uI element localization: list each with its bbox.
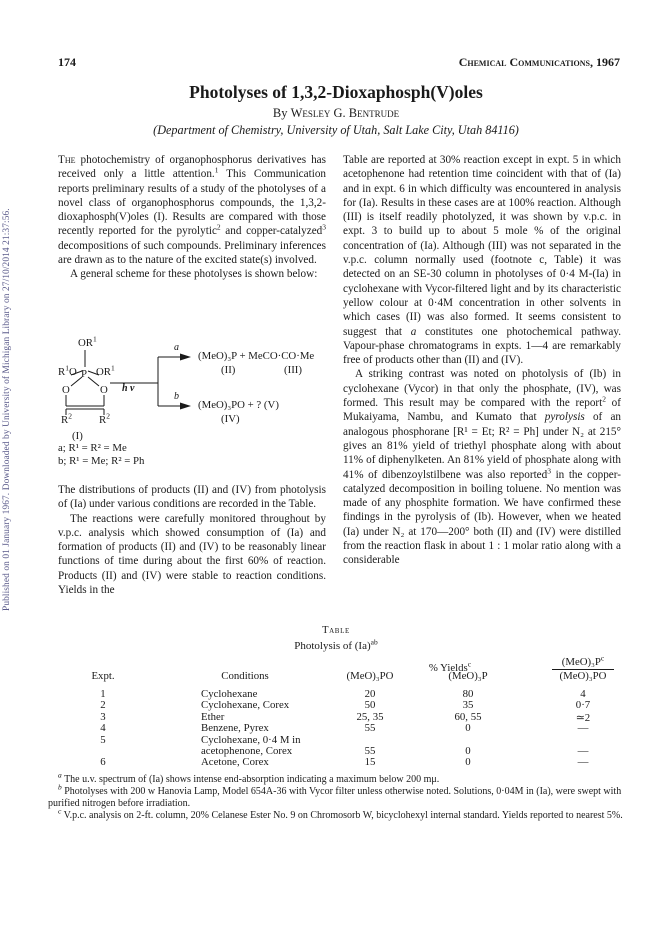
contrast-paragraph: A striking contrast was noted on photolysis of (Ib) in cyclohexane (Vycor) in that only the phosphate, (IV), was formed. This result may be compared with the report$^2$ of Mukaiyama, Nambu, and Kumato that pyrolysis of an analogous phosphorane [R¹ = Et; R² = Ph] under N₂ at 215° gives an 81% yield of triethyl phosphate along with about 11% of diphenylketen. An 81% yield of phosphate along with 41% of dibenzoylstilbene was also reported$^3$ in the copper-catalyzed decomposition in boiling toluene. No mention was made of any phosphite formation. We have confirmed these findings in the pyrolysis of (Ib). However, when we heated (Ia) under N₂ at 170—200° both (II) and (IV) were distilled from the reaction flask in about 1 : 1 molar ratio along with a considerable <box>343 368 621 567</box>
footnote-text: V.p.c. analysis on 2-ft. column, 20% Celanese Ester No. 9 on Chromosorb W, bicyclohexyl internal standard. Yields reported to nearest 5%. <box>61 810 623 821</box>
or1-top-label: $OR^1$ <box>78 334 97 349</box>
cell-meo3po: 15 <box>364 756 376 769</box>
phosphorus-atom: P <box>81 368 88 380</box>
affiliation: (Department of Chemistry, University of Utah, Salt Lake City, Utah 84116) <box>153 123 519 137</box>
running-header <box>58 55 620 69</box>
cell-expt: 5 <box>100 733 106 746</box>
cell-conditions: Ether <box>201 710 225 723</box>
cell-meo3po: 25, 35 <box>356 710 384 723</box>
ring-oxygen-left: O <box>62 384 70 396</box>
intro-text-1: photochemistry of organophosphorus derivatives has received only a little attention. <box>58 154 326 181</box>
left-column-lower <box>58 483 326 597</box>
cell-meo3p: 0 <box>465 722 471 735</box>
cell-ratio: — <box>577 745 589 757</box>
cell-ratio: — <box>577 722 589 735</box>
cell-meo3p: 0 <box>465 756 471 769</box>
cell-meo3p: 35 <box>462 699 474 712</box>
reaction-scheme <box>58 334 328 469</box>
cell-meo3p: 80 <box>462 688 474 700</box>
col-header-conditions: Conditions <box>221 670 269 682</box>
intro-text-4: decompositions of such compounds. Preliminary inferences are drawn as to the nature of the excited state(s) involved. <box>58 239 326 267</box>
distribution-paragraph: The distributions of products (II) and (IV) from photolysis of (Ia) under various conditions are recorded in the Table. <box>58 484 326 511</box>
cell-meo3po: 50 <box>364 699 376 712</box>
cell-conditions: Cyclohexane, 0·4 M in <box>201 733 301 746</box>
ref-3: 3 <box>322 222 327 232</box>
cell-conditions: acetophenone, Corex <box>201 745 293 757</box>
left-column-upper <box>58 153 326 282</box>
cell-meo3p: 0 <box>465 745 471 757</box>
cell-meo3po: 55 <box>364 745 376 757</box>
intro-paragraph <box>58 153 326 267</box>
author-line <box>0 106 672 121</box>
scheme-intro-paragraph: A general scheme for these photolyses is shown below: <box>70 268 318 281</box>
cell-conditions: Cyclohexane <box>201 688 258 700</box>
col-header-meo3p: (MeO)₃P <box>448 670 488 682</box>
cell-expt: 4 <box>100 722 106 735</box>
cell-meo3po: 20 <box>364 688 376 700</box>
cell-conditions: Benzene, Pyrex <box>201 722 269 735</box>
intro-lead: The <box>58 154 76 166</box>
author-name: Wesley G. Bentrude <box>290 106 400 120</box>
footnote <box>48 782 623 810</box>
cell-expt: 6 <box>100 756 106 769</box>
variant-a: a; R¹ = R² = Me <box>58 442 127 454</box>
footnote-mark: c <box>58 806 62 816</box>
intro-text-2: This Communication reports preliminary results of a study of the photolyses of a novel class of organophosphorus compounds, the 1,3,2-dioxaphosph(V)oles (I). Results are compared with those recently reported for the pyrolytic <box>58 168 327 238</box>
monitoring-paragraph: The reactions were carefully monitored throughout by v.p.c. analysis which showed consumption of (Ia) and formation of products (II) and (IV) to be reasonably linear functions of time during about the first 60% of reaction. Products (II) and (IV) were stable to reaction conditions. Yields in the <box>58 512 326 597</box>
cell-conditions: Acetone, Corex <box>201 756 269 769</box>
hv-label: h ν <box>122 383 135 394</box>
page-number: 174 <box>58 55 76 69</box>
cell-ratio: ≃2 <box>575 711 591 724</box>
label-III: (III) <box>284 364 302 376</box>
cell-expt: 1 <box>100 688 106 700</box>
footnote-text: The u.v. spectrum of (Ia) shows intense end-absorption indicating a maximum below 200 mμ. <box>61 774 440 785</box>
download-sidenote: Published on 01 January 1967. Downloaded by University of Michigan Library on 27/10/2014 21:37:56. <box>2 208 12 612</box>
r2-left-label: $R^2$ <box>61 411 72 426</box>
ref-1: 1 <box>214 165 219 175</box>
table-label: Table <box>322 625 350 636</box>
cell-ratio: 0·7 <box>575 699 591 712</box>
r2-right-label: $R^2$ <box>99 411 110 426</box>
article-title: Photolyses of 1,3,2-Dioxaphosph(V)oles <box>189 82 483 102</box>
col-header-meo3po: (MeO)₃PO <box>346 670 394 682</box>
ref-2: 2 <box>216 222 221 232</box>
label-II: (II) <box>221 364 236 376</box>
footnote <box>48 770 623 786</box>
label-IV: (IV) <box>221 413 240 425</box>
author-by: By <box>272 106 288 120</box>
pathway-a-label: a <box>174 342 179 353</box>
footnote <box>48 806 623 822</box>
or1-right-label: $OR^1$ <box>96 363 115 378</box>
r1o-label: $R^1O$ <box>58 363 77 378</box>
cell-meo3p: 60, 55 <box>454 710 482 723</box>
variant-b: b; R¹ = Me; R² = Ph <box>58 455 145 467</box>
ratio-header-numerator: $(MeO)_3P^c$ <box>561 653 605 668</box>
product-b-formula: (MeO)₃PO + ? (V) <box>198 399 279 411</box>
cell-meo3po: 55 <box>364 722 376 735</box>
results-paragraph: Table are reported at 30% reaction except in expt. 5 in which acetophenone had retention time coincident with that of (Ia) and in expt. 6 in which difficulty was encountered in analysis for (Ia). Results in these cases are at 100% reaction. Although (III) is itself readily photolyzed, it was shown by v.p.c. in expt. 3 to build up to about 5 mole % of the original concentration of (Ia). Although (III) was not separated in the v.p.c. column normally used (footnote c, Table) it was detected on an SE-30 column in photolyses of 0·4 M-(Ia) in cyclohexane with Vycor-filtered light and by its characteristic yellow colour at 0·4M concentration in other solvents in which cases (II) was also formed. It seems consistent to suggest that a constitutes one photochemical pathway. Vapour-phase chromatograms in expts. 1—4 are remarkably free of products other than (II) and (IV). <box>343 154 621 367</box>
journal-name: Chemical Communications, 1967 <box>458 55 620 69</box>
footnote-text: Photolyses with 200 w Hanovia Lamp, Model 654A-36 with Vycor filter unless otherwise noted. Solutions, 0·04M in (Ia), were swept with purified nitrogen before irradiation. <box>48 786 622 810</box>
product-a-formula: (MeO)₃P + MeCO·CO·Me <box>198 350 315 362</box>
cell-conditions: Cyclohexane, Corex <box>201 699 290 712</box>
ring-oxygen-right: O <box>100 384 108 396</box>
col-header-expt: Expt. <box>91 670 115 682</box>
pathway-b-label: b <box>174 391 179 402</box>
intro-text-3: and copper-catalyzed <box>220 225 323 238</box>
cell-expt: 2 <box>100 699 106 712</box>
footnote-mark: a <box>58 770 62 780</box>
table-caption: Photolysis of $(Ia)^{ab}$ <box>294 637 378 652</box>
cell-ratio: — <box>577 756 589 769</box>
ratio-header-denominator: (MeO)₃PO <box>559 670 607 682</box>
cell-ratio: 4 <box>580 688 586 700</box>
compound-I-label: (I) <box>72 430 83 442</box>
cell-expt: 3 <box>100 710 106 723</box>
yields-header: % Yields$^c$ <box>428 659 472 674</box>
right-column <box>343 153 621 568</box>
footnote-mark: b <box>58 782 62 792</box>
